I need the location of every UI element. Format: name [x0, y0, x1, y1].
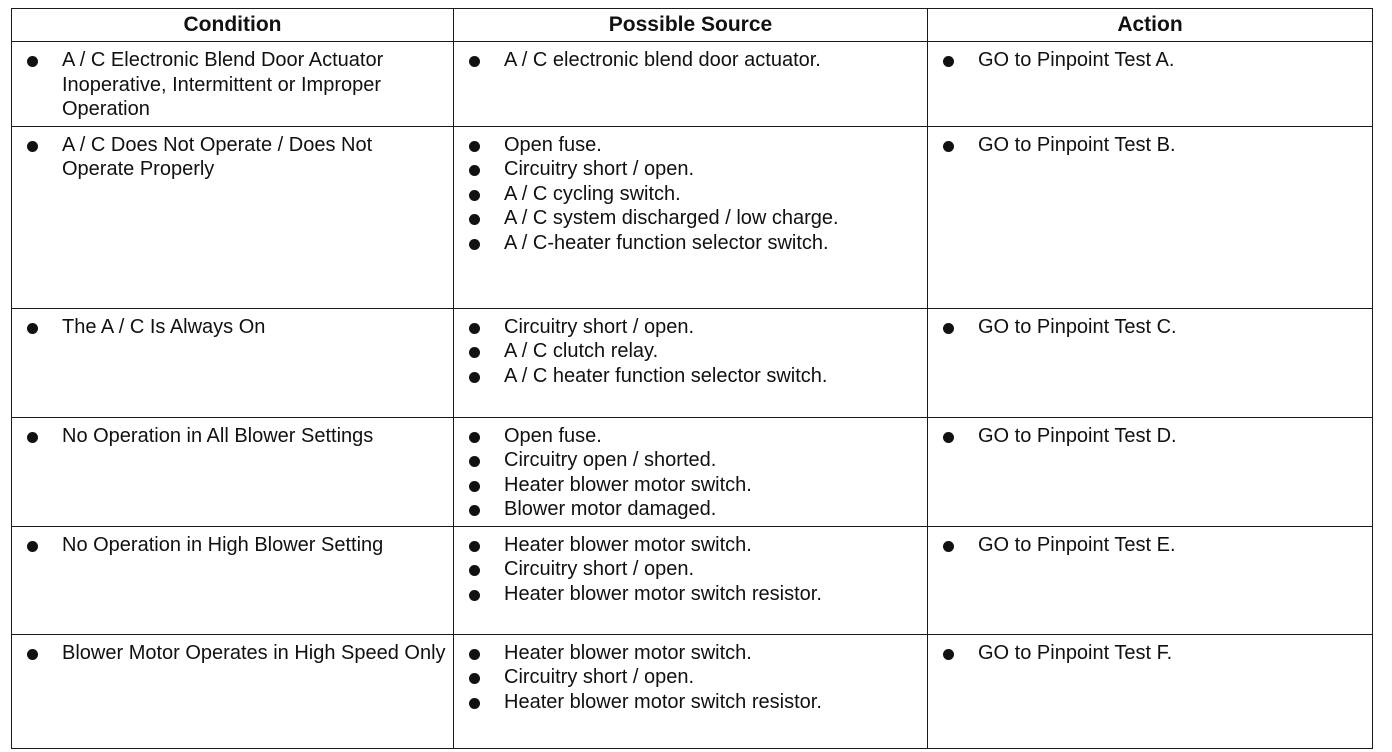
item-text: GO to Pinpoint Test D.: [978, 424, 1177, 447]
source-cell: [454, 526, 928, 634]
source-cell: [454, 417, 928, 526]
bullet-icon: [469, 481, 480, 492]
list-item: [24, 641, 447, 666]
bullet-icon: [469, 56, 480, 67]
bullet-list: [940, 315, 1366, 340]
bullet-list: [24, 48, 447, 122]
bullet-icon: [469, 590, 480, 601]
bullet-icon: [943, 432, 954, 443]
list-item: [940, 48, 1366, 73]
bullet-list: [940, 48, 1366, 73]
bullet-list: [466, 424, 921, 522]
bullet-list: [940, 641, 1366, 666]
item-text: Open fuse.: [504, 424, 602, 447]
bullet-list: [24, 641, 447, 666]
table-row: [12, 634, 1373, 748]
list-item: [466, 497, 921, 522]
bullet-icon: [469, 649, 480, 660]
condition-cell: [12, 126, 454, 308]
bullet-icon: [27, 649, 38, 660]
list-item: [24, 315, 447, 340]
item-text: Blower Motor Operates in High Speed Only: [62, 641, 446, 664]
source-cell: [454, 308, 928, 417]
bullet-icon: [27, 432, 38, 443]
item-text: A / C Does Not Operate / Does Not Operate Properly: [62, 133, 373, 180]
bullet-list: [940, 424, 1366, 449]
item-text: No Operation in All Blower Settings: [62, 424, 374, 447]
list-item: [466, 182, 921, 207]
list-item: [466, 157, 921, 182]
action-cell: [928, 308, 1373, 417]
list-item: [466, 231, 921, 256]
list-item: [466, 448, 921, 473]
list-item: [466, 473, 921, 498]
bullet-icon: [469, 673, 480, 684]
header-action: Action: [928, 9, 1373, 42]
list-item: [466, 557, 921, 582]
item-text: Heater blower motor switch.: [504, 533, 752, 556]
item-text: GO to Pinpoint Test C.: [978, 315, 1177, 338]
item-text: A / C electronic blend door actuator.: [504, 49, 821, 71]
diagnosis-table: [11, 8, 1373, 749]
list-item: [940, 315, 1366, 340]
item-text: The A / C Is Always On: [62, 315, 266, 338]
list-item: [24, 533, 447, 558]
bullet-icon: [469, 165, 480, 176]
bullet-icon: [469, 141, 480, 152]
item-text: Circuitry short / open.: [504, 315, 695, 338]
item-text: GO to Pinpoint Test B.: [978, 133, 1176, 156]
list-item: [466, 582, 921, 607]
bullet-icon: [469, 432, 480, 443]
bullet-icon: [943, 649, 954, 660]
header-possible-source: Possible Source: [454, 9, 928, 42]
action-cell: [928, 417, 1373, 526]
bullet-list: [466, 133, 921, 256]
action-cell: [928, 526, 1373, 634]
item-text: Heater blower motor switch.: [504, 473, 752, 496]
table-row: [12, 42, 1373, 127]
bullet-icon: [469, 190, 480, 201]
bullet-icon: [469, 541, 480, 552]
bullet-icon: [943, 141, 954, 152]
bullet-icon: [27, 141, 38, 152]
bullet-icon: [943, 323, 954, 334]
condition-cell: [12, 634, 454, 748]
bullet-icon: [469, 698, 480, 709]
bullet-icon: [469, 565, 480, 576]
bullet-list: [466, 533, 921, 607]
condition-cell: [12, 417, 454, 526]
action-cell: [928, 126, 1373, 308]
item-text: GO to Pinpoint Test F.: [978, 641, 1173, 664]
bullet-icon: [943, 56, 954, 67]
bullet-list: [940, 533, 1366, 558]
list-item: [466, 364, 921, 389]
action-cell: [928, 634, 1373, 748]
item-text: A / C clutch relay.: [504, 340, 659, 362]
list-item: [940, 133, 1366, 158]
condition-cell: [12, 308, 454, 417]
item-text: Blower motor damaged.: [504, 498, 717, 520]
bullet-list: [940, 133, 1366, 158]
list-item: [466, 690, 921, 715]
list-item: [466, 339, 921, 364]
item-text: Open fuse.: [504, 133, 602, 156]
bullet-icon: [469, 239, 480, 250]
bullet-list: [24, 533, 447, 558]
list-item: [466, 533, 921, 558]
table-row: [12, 126, 1373, 308]
item-text: No Operation in High Blower Setting: [62, 533, 384, 556]
source-cell: [454, 126, 928, 308]
list-item: [466, 665, 921, 690]
list-item: [940, 424, 1366, 449]
list-item: [466, 641, 921, 666]
list-item: [24, 48, 447, 122]
condition-cell: [12, 42, 454, 127]
item-text: GO to Pinpoint Test A.: [978, 49, 1175, 71]
item-text: Circuitry open / shorted.: [504, 449, 717, 471]
bullet-icon: [943, 541, 954, 552]
source-cell: [454, 634, 928, 748]
bullet-list: [466, 315, 921, 389]
bullet-list: [466, 641, 921, 715]
bullet-icon: [469, 323, 480, 334]
bullet-list: [24, 133, 447, 182]
item-text: A / C heater function selector switch.: [504, 364, 828, 387]
item-text: A / C Electronic Blend Door Actuator Inoperative, Intermittent or Improper Operation: [62, 49, 384, 120]
bullet-icon: [469, 214, 480, 225]
item-text: Circuitry short / open.: [504, 666, 695, 688]
action-cell: [928, 42, 1373, 127]
bullet-icon: [469, 456, 480, 467]
header-condition: Condition: [12, 9, 454, 42]
bullet-icon: [469, 347, 480, 358]
list-item: [466, 133, 921, 158]
item-text: Circuitry short / open.: [504, 158, 695, 180]
list-item: [940, 533, 1366, 558]
list-item: [24, 424, 447, 449]
header-row: [12, 9, 1373, 42]
source-cell: [454, 42, 928, 127]
bullet-icon: [469, 505, 480, 516]
item-text: GO to Pinpoint Test E.: [978, 533, 1176, 556]
list-item: [466, 315, 921, 340]
item-text: Heater blower motor switch.: [504, 641, 752, 664]
list-item: [466, 424, 921, 449]
bullet-icon: [469, 372, 480, 383]
item-text: Heater blower motor switch resistor.: [504, 582, 822, 605]
bullet-icon: [27, 323, 38, 334]
list-item: [24, 133, 447, 182]
table-row: [12, 526, 1373, 634]
item-text: Heater blower motor switch resistor.: [504, 690, 822, 713]
bullet-list: [466, 48, 921, 73]
list-item: [466, 206, 921, 231]
condition-cell: [12, 526, 454, 634]
item-text: A / C system discharged / low charge.: [504, 207, 839, 229]
table-row: [12, 308, 1373, 417]
table-row: [12, 417, 1373, 526]
item-text: Circuitry short / open.: [504, 558, 695, 580]
item-text: A / C cycling switch.: [504, 182, 681, 205]
bullet-icon: [27, 541, 38, 552]
bullet-icon: [27, 56, 38, 67]
bullet-list: [24, 424, 447, 449]
item-text: A / C-heater function selector switch.: [504, 231, 829, 254]
list-item: [940, 641, 1366, 666]
bullet-list: [24, 315, 447, 340]
list-item: [466, 48, 921, 73]
